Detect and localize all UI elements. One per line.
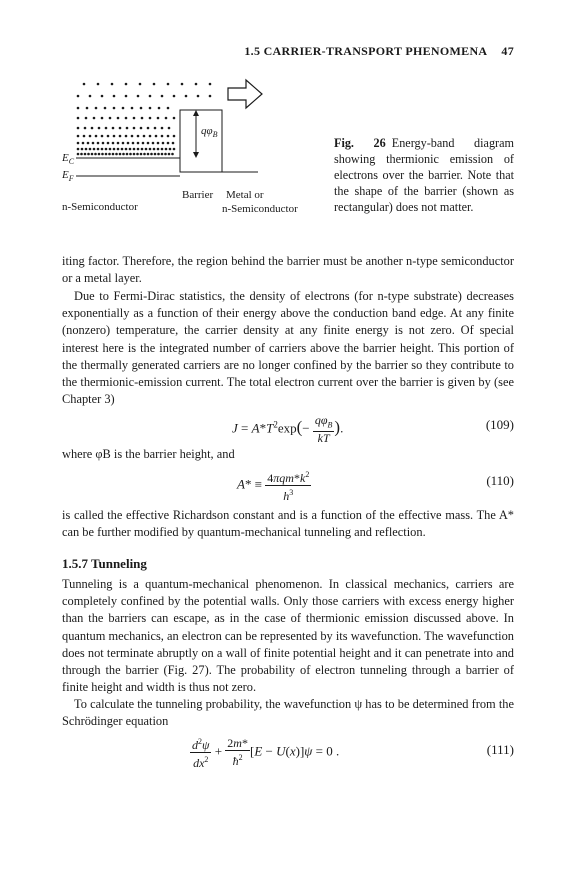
electron-dot	[140, 153, 143, 156]
electron-dot	[89, 135, 92, 138]
paragraph-4: is called the effective Richardson constant and is a function of the effective mass. The A* can be further modified by quantum-mechanical tunneling and reflection.	[62, 508, 514, 540]
electron-dot	[209, 83, 212, 86]
label-metal-1: Metal or	[226, 189, 264, 201]
electron-dot	[157, 117, 160, 120]
electron-dot	[136, 153, 139, 156]
electron-dot	[153, 83, 156, 86]
electron-dot	[185, 95, 188, 98]
electron-dot	[125, 117, 128, 120]
electron-dot	[141, 117, 144, 120]
electron-dot	[167, 83, 170, 86]
electron-dot	[94, 153, 97, 156]
electron-dot	[137, 142, 140, 145]
electron-dot	[91, 153, 94, 156]
electron-dot	[101, 148, 104, 151]
paragraph-1: iting factor. Therefore, the region behind the barrier must be another n-type semiconductor or a metal layer.	[62, 254, 514, 286]
electron-dot	[102, 142, 105, 145]
electron-dot	[149, 95, 152, 98]
electron-dot	[152, 142, 155, 145]
label-ef: $E_F$	[62, 169, 74, 183]
electron-dot	[140, 127, 143, 130]
electron-dot	[181, 83, 184, 86]
electron-dot	[171, 153, 174, 156]
electron-dot	[104, 107, 107, 110]
electron-dot	[157, 148, 160, 151]
electron-dot	[125, 148, 128, 151]
electron-dot	[147, 127, 150, 130]
electron-dot	[131, 107, 134, 110]
electron-dot	[168, 127, 171, 130]
electron-dot	[105, 127, 108, 130]
electron-dot	[153, 148, 156, 151]
electron-dot	[113, 107, 116, 110]
electron-dot	[122, 153, 125, 156]
electron-dot	[122, 107, 125, 110]
electron-dot	[77, 142, 80, 145]
electron-dot	[77, 127, 80, 130]
electron-dot	[126, 127, 129, 130]
electron-dot	[142, 142, 145, 145]
paragraph-3: where φB is the barrier height, and	[62, 447, 235, 461]
electron-dot	[147, 142, 150, 145]
electron-dot	[164, 153, 167, 156]
electron-dot	[147, 153, 150, 156]
electron-dot	[167, 135, 170, 138]
electron-dot	[111, 83, 114, 86]
electron-dot	[143, 135, 146, 138]
electron-dot	[157, 153, 160, 156]
electron-dot	[149, 148, 152, 151]
electron-dot	[143, 153, 146, 156]
electron-dot	[168, 153, 171, 156]
figure-number: Fig. 26	[334, 136, 386, 150]
electron-dot	[81, 148, 84, 151]
electron-dot	[173, 135, 176, 138]
electron-dot	[155, 135, 158, 138]
electron-dot	[133, 148, 136, 151]
figure-caption-text: Energy-band diagram showing thermionic emission of electrons over the barrier. Note that the shape of the barrier (shown as rectangular) does not matter.	[334, 136, 514, 214]
electron-dot	[84, 153, 87, 156]
electron-dot	[98, 153, 101, 156]
emission-arrow-icon	[228, 80, 262, 108]
electron-dot	[84, 127, 87, 130]
electron-dot	[125, 95, 128, 98]
label-qphi: $q\varphi_B$	[201, 125, 218, 139]
electron-dot	[167, 107, 170, 110]
electron-dot	[197, 95, 200, 98]
equation-110	[62, 466, 514, 503]
electron-dot	[121, 148, 124, 151]
electron-dot	[117, 142, 120, 145]
electron-dot	[119, 135, 122, 138]
electron-dot	[173, 95, 176, 98]
electron-dot	[137, 135, 140, 138]
electron-dot	[125, 135, 128, 138]
paragraph-2: Due to Fermi-Dirac statistics, the density of electrons (for n-type substrate) decreases exponentially as a function of their energy above the conduction band edge. At any finite (nonzero) temperature, the carrier density at any finite energy is not zero. Of special interest here is the integrated number of carriers above the barrier height. This portion of the thermally generated carriers are no longer confined by the barrier so they contribute to the thermionic-emission current. The total electron current over the barrier is given by (see Chapter 3)	[62, 289, 514, 407]
electron-dot	[87, 153, 90, 156]
running-header	[244, 44, 514, 59]
electron-dot	[149, 107, 152, 110]
electron-dot	[85, 148, 88, 151]
electron-dot	[145, 148, 148, 151]
electron-dot	[107, 135, 110, 138]
electron-dot	[209, 95, 212, 98]
electron-dot	[150, 153, 153, 156]
electron-dot	[112, 153, 115, 156]
electron-dot	[162, 142, 165, 145]
electron-dot	[113, 148, 116, 151]
equation-111-number: (111)	[486, 742, 514, 757]
electron-dot	[80, 153, 83, 156]
electron-dot	[105, 153, 108, 156]
electron-dot	[119, 127, 122, 130]
equation-109	[62, 410, 514, 446]
electron-dot	[85, 117, 88, 120]
electron-dot	[158, 107, 161, 110]
electron-dot	[105, 148, 108, 151]
electron-dot	[109, 117, 112, 120]
electron-dot	[133, 153, 136, 156]
electron-dot	[117, 117, 120, 120]
electron-dot	[108, 153, 111, 156]
electron-dot	[112, 142, 115, 145]
electron-dot	[97, 83, 100, 86]
electron-dot	[113, 135, 116, 138]
equation-109-body: $J = A*T^2\exp(-$ $\frac{q\varphi_B}{kT}$ ).	[232, 413, 344, 446]
electron-dot	[91, 127, 94, 130]
page-number: 47	[501, 44, 514, 58]
electron-dot	[149, 117, 152, 120]
electron-dot	[161, 148, 164, 151]
electron-dot	[154, 127, 157, 130]
electron-dot	[77, 117, 80, 120]
electron-dot	[87, 142, 90, 145]
electron-dot	[126, 153, 129, 156]
electron-dot	[165, 148, 168, 151]
electron-dot	[83, 135, 86, 138]
electron-dot	[89, 148, 92, 151]
electron-dot	[195, 83, 198, 86]
electron-dot	[97, 148, 100, 151]
electron-dot	[83, 83, 86, 86]
electron-dot	[125, 83, 128, 86]
electron-dot	[113, 95, 116, 98]
electron-dot	[122, 142, 125, 145]
electron-dot	[77, 135, 80, 138]
electron-dot	[167, 142, 170, 145]
label-n-semiconductor: n-Semiconductor	[62, 201, 138, 213]
electron-dot	[109, 148, 112, 151]
electron-dot	[92, 142, 95, 145]
electron-dot	[89, 95, 92, 98]
electron-dot	[137, 95, 140, 98]
equation-111-body: $\frac{d^2\psi}{dx^2}$ + $\frac{2m*}{ħ^2}$ [E − U(x)]ψ = 0 .	[192, 736, 340, 770]
figure-caption	[334, 135, 514, 215]
equation-111	[62, 735, 514, 770]
electron-dot	[165, 117, 168, 120]
electron-dot	[82, 142, 85, 145]
barrier-rect	[180, 110, 222, 172]
electron-dot	[173, 148, 176, 151]
electron-dot	[157, 142, 160, 145]
electron-dot	[115, 153, 118, 156]
electron-dot	[98, 127, 101, 130]
electron-dot	[140, 107, 143, 110]
electron-dot	[132, 142, 135, 145]
label-barrier: Barrier	[182, 189, 214, 201]
electron-dot	[77, 95, 80, 98]
electron-dot	[77, 153, 80, 156]
electron-dot	[141, 148, 144, 151]
electron-dot	[77, 148, 80, 151]
electron-dot	[173, 117, 176, 120]
electron-dots	[77, 83, 212, 156]
electron-dot	[161, 135, 164, 138]
electron-dot	[169, 148, 172, 151]
electron-dot	[172, 142, 175, 145]
electron-dot	[101, 117, 104, 120]
section-heading: 1.5.7 Tunneling	[62, 556, 147, 571]
electron-dot	[129, 153, 132, 156]
paragraph-5: Tunneling is a quantum-mechanical phenomenon. In classical mechanics, carriers are completely confined by the potential walls. Only those carriers with excess energy higher than the barriers can escape, as in the case of thermionic emission discussed above. In quantum mechanics, an electron can be represented by its wavefunction. The wavefunction does not terminate abruptly on a wall of finite potential height and it can penetrate into and through the barrier (Fig. 27). The probability of electron tunneling through a barrier of finite height and width is thus not zero.	[62, 577, 514, 695]
electron-dot	[77, 107, 80, 110]
energy-band-diagram	[62, 70, 322, 230]
electron-dot	[117, 148, 120, 151]
electron-dot	[101, 153, 104, 156]
electron-dot	[131, 135, 134, 138]
electron-dot	[161, 95, 164, 98]
section-title: 1.5 CARRIER-TRANSPORT PHENOMENA	[244, 44, 488, 58]
electron-dot	[86, 107, 89, 110]
electron-dot	[107, 142, 110, 145]
electron-dot	[93, 148, 96, 151]
electron-dot	[139, 83, 142, 86]
electron-dot	[95, 135, 98, 138]
arrow-head-up	[193, 110, 199, 116]
equation-110-number: (110)	[486, 473, 514, 488]
electron-dot	[127, 142, 130, 145]
equation-109-number: (109)	[485, 417, 514, 432]
paragraph-6: To calculate the tunneling probability, the wavefunction ψ has to be determined from the Schrödinger equation	[62, 697, 514, 729]
label-metal-2: n-Semiconductor	[222, 203, 298, 215]
electron-dot	[97, 142, 100, 145]
arrow-head-down	[193, 152, 199, 158]
electron-dot	[137, 148, 140, 151]
electron-dot	[133, 117, 136, 120]
electron-dot	[149, 135, 152, 138]
label-ec: $E_C$	[62, 152, 75, 166]
equation-110-body: A* ≡ $\frac{4\pi qm*k^2}{h^3}$	[237, 470, 310, 503]
electron-dot	[95, 107, 98, 110]
electron-dot	[133, 127, 136, 130]
electron-dot	[161, 153, 164, 156]
electron-dot	[119, 153, 122, 156]
electron-dot	[101, 95, 104, 98]
electron-dot	[129, 148, 132, 151]
electron-dot	[161, 127, 164, 130]
electron-dot	[154, 153, 157, 156]
electron-dot	[93, 117, 96, 120]
electron-dot	[112, 127, 115, 130]
electron-dot	[101, 135, 104, 138]
